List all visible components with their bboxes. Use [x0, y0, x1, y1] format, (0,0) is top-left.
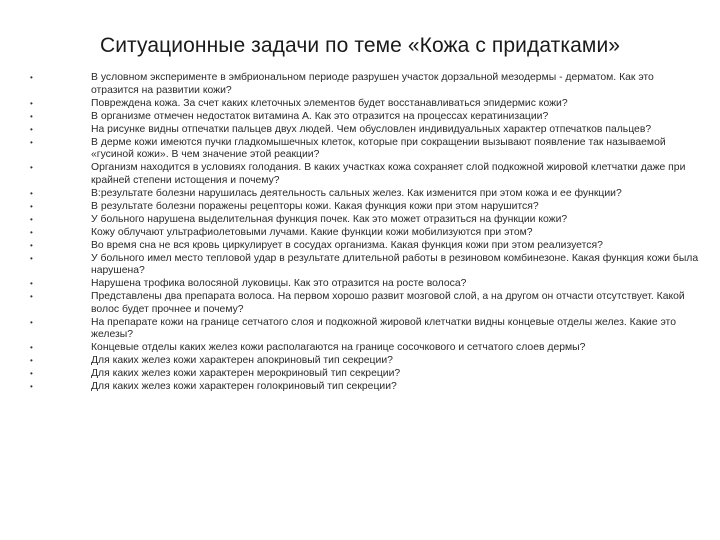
list-item-text: На рисунке видны отпечатки пальцев двух людей. Чем обусловлен индивидуальных характер отпечатков пальцев? [91, 123, 652, 135]
bullet-icon: • [30, 188, 33, 198]
bullet-icon: • [30, 279, 33, 289]
list-item [30, 240, 700, 253]
bullet-icon: • [30, 227, 33, 237]
task-list [30, 72, 700, 394]
list-item [30, 201, 700, 214]
list-item-text: В организме отмечен недостаток витамина А. Как это отразится на процессах кератинизации? [91, 110, 549, 122]
list-item [30, 291, 700, 316]
list-item-text: Для каких желез кожи характерен апокриновый тип секреции? [91, 355, 393, 367]
bullet-icon: • [30, 382, 33, 392]
bullet-icon: • [30, 253, 33, 263]
list-item-text: Во время сна не вся кровь циркулирует в сосудах организма. Какая функция кожи при этом реализуется? [91, 239, 603, 251]
bullet-icon: • [30, 356, 33, 366]
list-item [30, 98, 700, 111]
list-item-text: Нарушена трофика волосяной луковицы. Как это отразится на росте волоса? [91, 278, 467, 290]
bullet-icon: • [30, 214, 33, 224]
list-item-text: У больного нарушена выделительная функция почек. Как это может отразиться на функции кожи? [91, 213, 568, 225]
list-item-text: Концевые отделы каких желез кожи располагаются на границе сосочкового и сетчатого слоев дермы? [91, 342, 586, 354]
bullet-icon: • [30, 163, 33, 173]
list-item-text: Кожу облучают ультрафиолетовыми лучами. Какие функции кожи мобилизуются при этом? [91, 226, 533, 238]
bullet-icon: • [30, 292, 33, 302]
list-item [30, 381, 700, 394]
list-item [30, 111, 700, 124]
list-item [30, 162, 700, 187]
bullet-icon: • [30, 317, 33, 327]
list-item-text: Для каких желез кожи характерен голокриновый тип секреции? [91, 381, 397, 393]
list-item-text: Представлены два препарата волоса. На первом хорошо развит мозговой слой, а на другом он отчасти отсутствует. Какой волос будет прочнее и почему? [91, 291, 685, 315]
list-item [30, 253, 700, 278]
bullet-icon: • [30, 201, 33, 211]
list-item-text: На препарате кожи на границе сетчатого слоя и подкожной жировой клетчатки видны концевые отделы желез. Какие это железы? [91, 316, 676, 341]
bullet-icon: • [30, 343, 33, 353]
list-item-text: В дерме кожи имеются пучки гладкомышечных клеток, которые при сокращении вызывают появление так называемой «гусиной кожи». В чем значение этой реакции? [91, 136, 666, 161]
slide-title: Ситуационные задачи по теме «Кожа с придатками» [99, 34, 621, 57]
list-item-text: В:результате болезни нарушилась деятельность сальных желез. Как изменится при этом кожа и ее функции? [91, 187, 622, 199]
list-item [30, 124, 700, 137]
list-item [30, 278, 700, 291]
bullet-icon: • [30, 369, 33, 379]
bullet-icon: • [30, 124, 33, 134]
list-item [30, 368, 700, 381]
bullet-icon: • [30, 111, 33, 121]
list-item [30, 188, 700, 201]
bullet-icon: • [30, 137, 33, 147]
list-item [30, 342, 700, 355]
list-item-text: Организм находится в условиях голодания. В каких участках кожа сохраняет слой подкожной жировой клетчатки даже при крайней степени истощения и почему? [91, 162, 686, 186]
bullet-icon: • [30, 98, 33, 108]
list-item [30, 355, 700, 368]
list-item-text: Повреждена кожа. За счет каких клеточных элементов будет восстанавливаться эпидермис кожи? [91, 97, 568, 109]
bullet-icon: • [30, 240, 33, 250]
list-item [30, 72, 700, 97]
list-item [30, 227, 700, 240]
list-item-text: В результате болезни поражены рецепторы кожи. Какая функция кожи при этом нарушится? [91, 200, 539, 212]
list-item-text: В условном эксперименте в эмбриональном периоде разрушен участок дорзальной мезодермы - дерматом. Как это отразится на развитии кожи? [91, 72, 654, 96]
list-item [30, 137, 700, 162]
list-item [30, 317, 700, 342]
list-item [30, 214, 700, 227]
list-item-text: У больного имел место тепловой удар в результате длительной работы в резиновом комбинезоне. Какая функция кожи была нарушена? [91, 252, 699, 277]
list-item-text: Для каких желез кожи характерен мерокриновый тип секреции? [91, 368, 401, 380]
bullet-icon: • [30, 73, 33, 82]
